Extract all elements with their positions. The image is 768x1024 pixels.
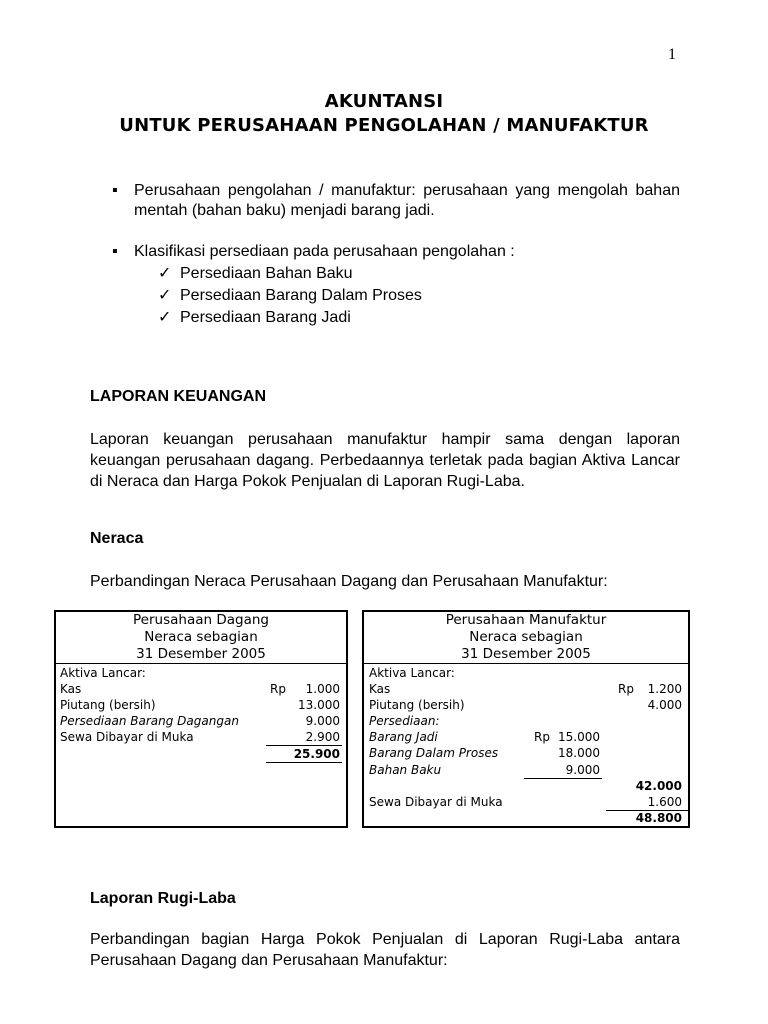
row-label: Sewa Dibayar di Muka xyxy=(369,795,503,809)
table-header-company: Perusahaan Manufaktur xyxy=(445,612,607,628)
row-value: 9.000 xyxy=(565,763,600,777)
neraca-dagang-table xyxy=(54,610,348,828)
page-number: 1 xyxy=(668,46,676,63)
bullet-marker: ▪ xyxy=(112,182,118,199)
row-label: Barang Dalam Proses xyxy=(369,746,499,760)
row-currency: Rp xyxy=(270,682,286,696)
check-icon: ✓ xyxy=(158,265,172,282)
section-heading-rugi-laba: Laporan Rugi-Laba xyxy=(90,890,236,907)
row-label: Persediaan Barang Dagangan xyxy=(60,714,239,728)
row-value: 9.000 xyxy=(305,714,340,728)
row-value: 13.000 xyxy=(298,698,340,712)
table-header-date: 31 Desember 2005 xyxy=(461,646,591,662)
row-label: Persediaan: xyxy=(369,714,440,728)
table-header-date: 31 Desember 2005 xyxy=(136,646,266,662)
section-label: Aktiva Lancar: xyxy=(60,666,146,680)
total-value: 25.900 xyxy=(293,747,340,761)
total-value: 48.800 xyxy=(635,811,682,825)
row-label: Bahan Baku xyxy=(369,763,442,777)
row-currency: Rp xyxy=(618,682,634,696)
section-heading-neraca: Neraca xyxy=(90,530,144,547)
classification-item: Persediaan Bahan Baku xyxy=(180,265,353,282)
row-value: 2.900 xyxy=(305,730,340,744)
row-label: Barang Jadi xyxy=(369,730,438,744)
classification-item: Persediaan Barang Jadi xyxy=(180,309,351,326)
sum-underline xyxy=(524,778,602,779)
bullet-definition: Perusahaan pengolahan / manufaktur: perusahaan yang mengolah bahan mentah (bahan baku) menjadi barang jadi. xyxy=(134,182,680,219)
row-value: 18.000 xyxy=(558,746,600,760)
row-value: 1.000 xyxy=(305,682,340,696)
row-label: Piutang (bersih) xyxy=(369,698,465,712)
page-title-line1: AKUNTANSI xyxy=(324,91,444,112)
neraca-manufaktur-table xyxy=(362,610,690,828)
classification-item: Persediaan Barang Dalam Proses xyxy=(180,287,422,304)
row-value: 1.200 xyxy=(647,682,682,696)
rugi-laba-paragraph: Perbandingan bagian Harga Pokok Penjualan di Laporan Rugi-Laba antara Perusahaan Dagang dan Perusahaan Manufaktur: xyxy=(90,931,680,969)
subtotal-value: 42.000 xyxy=(635,779,682,793)
table-header-company: Perusahaan Dagang xyxy=(133,612,269,628)
row-label: Sewa Dibayar di Muka xyxy=(60,730,194,744)
total-underline xyxy=(266,762,342,763)
row-value: 15.000 xyxy=(558,730,600,744)
bullet-classification: Klasifikasi persediaan pada perusahaan pengolahan : xyxy=(134,243,515,260)
table-header-subtitle: Neraca sebagian xyxy=(144,629,258,645)
header-divider xyxy=(364,663,688,664)
row-label: Piutang (bersih) xyxy=(60,698,156,712)
row-label: Kas xyxy=(60,682,82,696)
row-label: Kas xyxy=(369,682,391,696)
section-label: Aktiva Lancar: xyxy=(369,666,455,680)
bullet-marker: ▪ xyxy=(112,243,118,260)
table-header-subtitle: Neraca sebagian xyxy=(469,629,583,645)
row-currency: Rp xyxy=(534,730,550,744)
section-heading-laporan-keuangan: LAPORAN KEUANGAN xyxy=(90,388,266,405)
check-icon: ✓ xyxy=(158,287,172,304)
header-divider xyxy=(56,663,346,664)
row-value: 1.600 xyxy=(647,795,682,809)
page-title-line2: UNTUK PERUSAHAAN PENGOLAHAN / MANUFAKTUR xyxy=(119,115,649,136)
check-icon: ✓ xyxy=(158,309,172,326)
neraca-intro: Perbandingan Neraca Perusahaan Dagang dan Perusahaan Manufaktur: xyxy=(90,573,608,590)
row-value: 4.000 xyxy=(647,698,682,712)
laporan-keuangan-paragraph: Laporan keuangan perusahaan manufaktur hampir sama dengan laporan keuangan perusahaan dagang. Perbedaannya terletak pada bagian Aktiva Lancar di Neraca dan Harga Pokok Penjualan di Laporan Rugi-Laba. xyxy=(90,431,680,490)
